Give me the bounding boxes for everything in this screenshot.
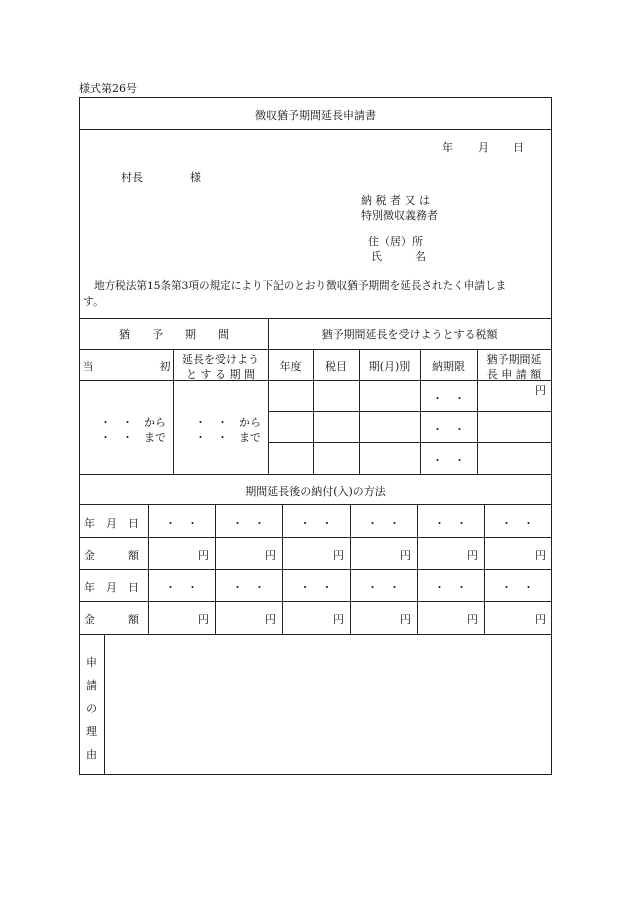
- grace-subheader-divider: [80, 380, 551, 381]
- payment-date-dots: ・ ・: [165, 581, 198, 594]
- grace-table-top: [80, 318, 551, 319]
- payment-date-dots: ・ ・: [367, 581, 400, 594]
- payment-yen: 円: [400, 549, 411, 562]
- col-initial-header: 当 初: [82, 360, 171, 373]
- extension-from: ・ ・ から: [195, 416, 261, 429]
- reason-char: 由: [86, 748, 97, 761]
- village-head-label: 村長: [121, 171, 143, 184]
- date-day-label: 日: [513, 141, 524, 154]
- col-extension-header-2: と す る 期 間: [186, 368, 255, 381]
- due-date-dots-2: ・ ・: [432, 423, 465, 436]
- date-year-label: 年: [442, 141, 453, 154]
- payment-row-divider-1: [80, 537, 551, 538]
- payment-date-dots: ・ ・: [434, 517, 467, 530]
- reason-char: 申: [86, 656, 97, 669]
- applicant-role-line2: 特別徴収義務者: [361, 209, 438, 222]
- payment-yen: 円: [333, 613, 344, 626]
- payment-date-dots: ・ ・: [165, 517, 198, 530]
- payment-yen: 円: [265, 549, 276, 562]
- payment-header-divider: [80, 504, 551, 505]
- payment-date-label-2: 年 月 日: [84, 581, 139, 594]
- payment-method-header: 期間延長後の納付(入)の方法: [245, 485, 386, 498]
- statement-line1: 地方税法第15条第3項の規定により下記のとおり徴収猶予期間を延長されたく申請しま: [94, 280, 507, 292]
- payment-yen: 円: [535, 613, 546, 626]
- payment-date-dots: ・ ・: [367, 517, 400, 530]
- due-date-dots-3: ・ ・: [432, 454, 465, 467]
- extension-until: ・ ・ まで: [195, 431, 261, 444]
- grace-period-header: 猶 予 期 間: [119, 328, 229, 341]
- payment-amount-label-1: 金 額: [84, 549, 139, 562]
- title-divider: [80, 129, 551, 130]
- payment-date-dots: ・ ・: [501, 581, 534, 594]
- payment-date-label-1: 年 月 日: [84, 517, 139, 530]
- payment-date-dots: ・ ・: [299, 581, 333, 594]
- payment-date-dots: ・ ・: [501, 517, 534, 530]
- form-number: 様式第26号: [79, 82, 137, 95]
- col-period-header: 期(月)別: [368, 360, 411, 373]
- payment-date-dots: ・ ・: [232, 581, 265, 594]
- date-month-label: 月: [478, 141, 489, 154]
- payment-yen: 円: [265, 613, 276, 626]
- col-year-header: 年度: [279, 360, 302, 373]
- col-extension-header-1: 延長を受けよう: [182, 353, 259, 366]
- reason-input-area[interactable]: [105, 635, 551, 774]
- initial-until: ・ ・ まで: [100, 431, 166, 444]
- grace-row-divider-2: [268, 442, 551, 443]
- payment-date-dots: ・ ・: [434, 581, 467, 594]
- col-amount-header-2: 長 申 請 額: [486, 368, 542, 381]
- payment-yen: 円: [333, 549, 344, 562]
- applicant-role-line1: 納 税 者 又 は: [361, 194, 430, 207]
- payment-date-dots: ・ ・: [232, 517, 265, 530]
- amount-yen-unit: 円: [535, 384, 546, 397]
- payment-row-divider-2: [80, 569, 551, 570]
- extension-tax-header: 猶予期間延長を受けようとする税額: [321, 328, 498, 341]
- payment-yen: 円: [198, 549, 209, 562]
- due-date-dots-1: ・ ・: [432, 392, 465, 405]
- payment-amount-label-2: 金 額: [84, 613, 139, 626]
- applicant-address-label: 住（居）所: [368, 235, 423, 248]
- payment-yen: 円: [400, 613, 411, 626]
- application-form: [79, 97, 552, 775]
- reason-char: 請: [86, 679, 97, 692]
- payment-date-dots: ・ ・: [299, 517, 333, 530]
- honorific-label: 様: [190, 171, 201, 184]
- col-tax-header: 税目: [325, 360, 347, 373]
- payment-yen: 円: [467, 549, 478, 562]
- payment-yen: 円: [535, 549, 546, 562]
- reason-char: の: [86, 702, 97, 715]
- initial-from: ・ ・ から: [100, 416, 166, 429]
- applicant-name-label: 氏 名: [371, 250, 426, 263]
- col-amount-header-1: 猶予期間延: [486, 353, 542, 366]
- payment-yen: 円: [198, 613, 209, 626]
- form-title: 徴収猶予期間延長申請書: [255, 109, 376, 122]
- statement-line2: す。: [83, 295, 105, 308]
- reason-char: 理: [86, 725, 97, 738]
- grace-header-divider: [80, 349, 551, 350]
- grace-table-bottom: [80, 474, 551, 475]
- col-due-header: 納期限: [432, 360, 465, 373]
- payment-row-divider-3: [80, 601, 551, 602]
- payment-yen: 円: [467, 613, 478, 626]
- grace-row-divider-1: [268, 411, 551, 412]
